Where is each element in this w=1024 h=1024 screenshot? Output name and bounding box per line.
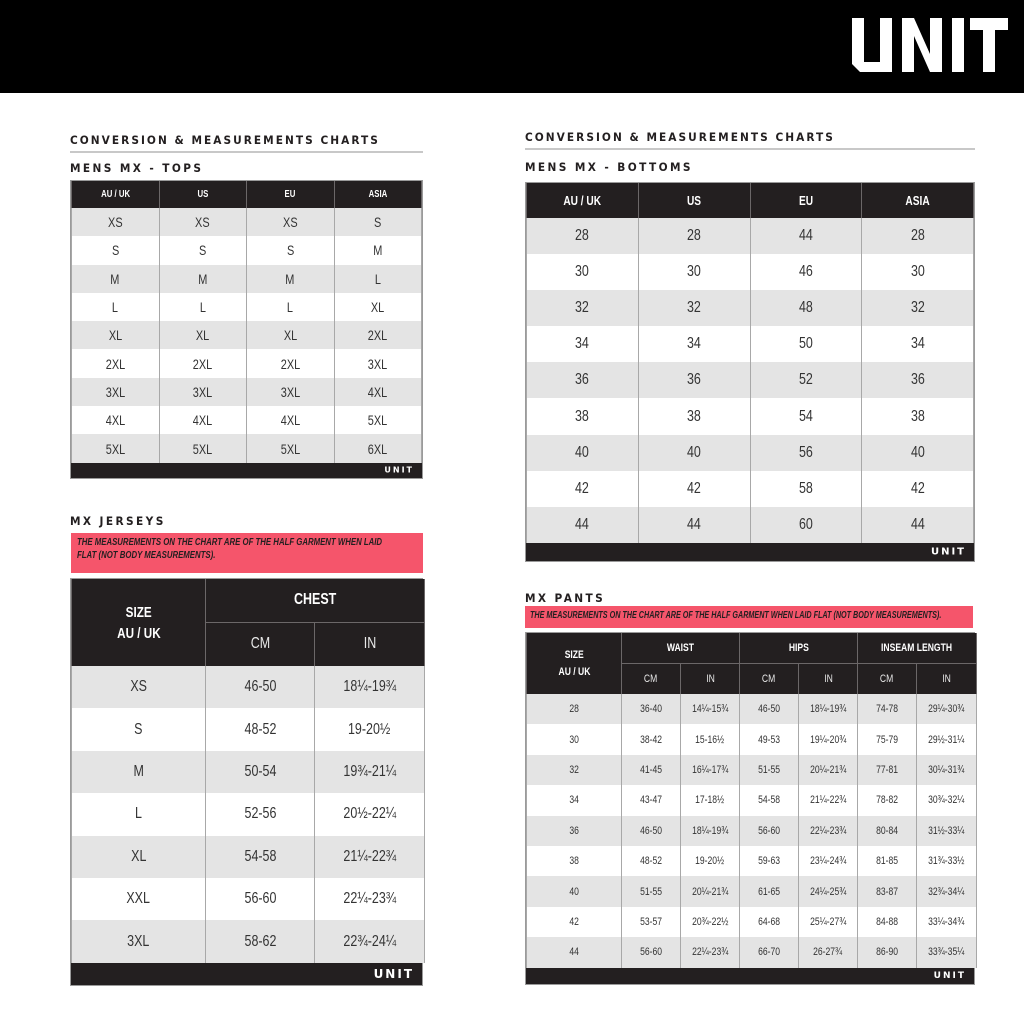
column-header: US [159, 181, 247, 208]
value-cell: 38-42 [622, 724, 681, 754]
table-row [527, 290, 974, 326]
value-cell: 48-52 [206, 708, 315, 750]
value-cell: 29¼-30¾ [917, 694, 977, 724]
unit-header-cm: CM [622, 663, 681, 694]
value-cell: 18¼-19¾ [799, 694, 858, 724]
value-cell: 2XL [159, 349, 247, 377]
table-row [527, 471, 974, 507]
value-cell: 36-40 [622, 694, 681, 724]
value-cell: 32¾-34¼ [917, 876, 977, 906]
value-cell: 31½-33¼ [917, 816, 977, 846]
value-cell: 32 [862, 290, 974, 326]
tops-table [70, 180, 423, 479]
size-cell: 42 [527, 907, 622, 937]
table-row [72, 708, 425, 750]
value-cell: 46-50 [740, 694, 799, 724]
table-header-row [72, 579, 425, 622]
value-cell: 52 [750, 362, 862, 398]
value-cell: 19¼-20¾ [799, 724, 858, 754]
value-cell: 36 [638, 362, 750, 398]
value-cell: 21¼-22¾ [799, 785, 858, 815]
value-cell: 36 [862, 362, 974, 398]
value-cell: 46 [750, 254, 862, 290]
value-cell: M [159, 265, 247, 293]
column-header: ASIA [862, 183, 974, 218]
size-cell: L [72, 293, 160, 321]
table-footer [526, 543, 974, 561]
footer-logo: UNIT [933, 970, 966, 981]
table-footer [71, 463, 422, 478]
size-cell: 30 [527, 254, 639, 290]
size-cell: 40 [527, 435, 639, 471]
value-cell: 54 [750, 398, 862, 434]
table-row [527, 816, 977, 846]
value-cell: 56 [750, 435, 862, 471]
value-cell: 61-65 [740, 876, 799, 906]
value-cell: 48-52 [622, 846, 681, 876]
value-cell: L [159, 293, 247, 321]
value-cell: 43-47 [622, 785, 681, 815]
table-footer [526, 968, 974, 984]
tops-section [70, 133, 423, 175]
value-cell: 30¼-31¾ [917, 755, 977, 785]
value-cell: L [247, 293, 335, 321]
value-cell: XL [159, 321, 247, 349]
value-cell: 56-60 [206, 878, 315, 920]
value-cell: 42 [862, 471, 974, 507]
value-cell: 60 [750, 507, 862, 543]
table-row [72, 920, 425, 962]
unit-header-in: IN [799, 663, 858, 694]
value-cell: 46-50 [206, 666, 315, 708]
group-header-chest: CHEST [206, 579, 425, 622]
group-header-hips: HIPS [740, 633, 858, 663]
divider [525, 148, 975, 150]
group-header-inseam: INSEAM LENGTH [858, 633, 977, 663]
size-cell: 2XL [72, 349, 160, 377]
unit-header-cm: CM [206, 622, 315, 666]
value-cell: 6XL [334, 434, 422, 462]
measurement-note [525, 606, 973, 628]
unit-header-cm: CM [858, 663, 917, 694]
size-cell: 28 [527, 694, 622, 724]
value-cell: 51-55 [622, 876, 681, 906]
table-title: MX JERSEYS [70, 514, 166, 528]
size-cell: 40 [527, 876, 622, 906]
value-cell: 3XL [334, 349, 422, 377]
size-cell: 3XL [72, 920, 206, 962]
value-cell: 33¼-34¾ [917, 907, 977, 937]
value-cell: 14¼-15¾ [681, 694, 740, 724]
table-row [72, 434, 422, 462]
value-cell: M [247, 265, 335, 293]
value-cell: 31¾-33½ [917, 846, 977, 876]
value-cell: 32 [638, 290, 750, 326]
value-cell: 49-53 [740, 724, 799, 754]
size-cell: 3XL [72, 378, 160, 406]
value-cell: 46-50 [622, 816, 681, 846]
value-cell: 58 [750, 471, 862, 507]
table-row [527, 362, 974, 398]
divider [70, 151, 423, 153]
value-cell: 22¾-24¼ [315, 920, 425, 962]
value-cell: 78-82 [858, 785, 917, 815]
value-cell: XS [159, 208, 247, 236]
value-cell: 4XL [247, 406, 335, 434]
value-cell: 4XL [334, 378, 422, 406]
table-row [72, 236, 422, 264]
value-cell: 83-87 [858, 876, 917, 906]
table-row [527, 724, 977, 754]
table-row [72, 208, 422, 236]
size-cell: 38 [527, 846, 622, 876]
value-cell: 56-60 [740, 816, 799, 846]
value-cell: 28 [862, 218, 974, 254]
value-cell: 56-60 [622, 937, 681, 967]
value-cell: 22¼-23¾ [315, 878, 425, 920]
table-row [527, 398, 974, 434]
table-header-row [527, 633, 977, 663]
size-cell: 34 [527, 785, 622, 815]
table-row [527, 907, 977, 937]
table-row [527, 755, 977, 785]
table-row [72, 793, 425, 835]
value-cell: 18¼-19¾ [681, 816, 740, 846]
value-cell: S [247, 236, 335, 264]
value-cell: 34 [638, 326, 750, 362]
value-cell: 41-45 [622, 755, 681, 785]
value-cell: 15-16½ [681, 724, 740, 754]
size-cell: 36 [527, 816, 622, 846]
column-header: AU / UK [72, 181, 160, 208]
value-cell: L [334, 265, 422, 293]
jerseys-section [70, 514, 423, 528]
note-text: THE MEASUREMENTS ON THE CHART ARE OF THE HALF GARMENT WHEN LAID FLAT (NOT BODY MEASUREMENTS). [530, 610, 942, 621]
value-cell: 30 [862, 254, 974, 290]
column-header: US [638, 183, 750, 218]
measurement-note [71, 533, 423, 573]
table-row [72, 293, 422, 321]
size-cell: S [72, 236, 160, 264]
unit-header-in: IN [315, 622, 425, 666]
unit-header-in: IN [917, 663, 977, 694]
value-cell: 5XL [159, 434, 247, 462]
unit-header-in: IN [681, 663, 740, 694]
jerseys-table [70, 578, 423, 986]
size-cell: 42 [527, 471, 639, 507]
value-cell: 16¼-17¾ [681, 755, 740, 785]
value-cell: 20½-22¼ [315, 793, 425, 835]
table-row [72, 321, 422, 349]
table-row [527, 254, 974, 290]
column-header: ASIA [334, 181, 422, 208]
value-cell: 50-54 [206, 751, 315, 793]
value-cell: 64-68 [740, 907, 799, 937]
table-header-row [72, 181, 422, 208]
column-header: EU [247, 181, 335, 208]
table-title: MX PANTS [525, 591, 606, 605]
value-cell: 53-57 [622, 907, 681, 937]
table-footer [71, 963, 422, 985]
value-cell: 48 [750, 290, 862, 326]
value-cell: 54-58 [740, 785, 799, 815]
value-cell: 19¾-21¼ [315, 751, 425, 793]
value-cell: S [159, 236, 247, 264]
value-cell: 30¾-32¼ [917, 785, 977, 815]
value-cell: 77-81 [858, 755, 917, 785]
table-title: MENS MX - BOTTOMS [525, 160, 693, 174]
value-cell: XL [334, 293, 422, 321]
value-cell: 28 [638, 218, 750, 254]
value-cell: 75-79 [858, 724, 917, 754]
value-cell: 50 [750, 326, 862, 362]
size-cell: S [72, 708, 206, 750]
value-cell: 20¾-22½ [681, 907, 740, 937]
column-header: AU / UK [527, 183, 639, 218]
size-cell: XL [72, 321, 160, 349]
footer-logo: UNIT [384, 465, 414, 475]
value-cell: 3XL [159, 378, 247, 406]
value-cell: 80-84 [858, 816, 917, 846]
value-cell: 86-90 [858, 937, 917, 967]
column-header: EU [750, 183, 862, 218]
note-text-line2: FLAT (NOT BODY MEASUREMENTS). [77, 549, 216, 561]
size-cell: XS [72, 666, 206, 708]
value-cell: 4XL [159, 406, 247, 434]
footer-logo: UNIT [930, 546, 966, 558]
unit-header-cm: CM [740, 663, 799, 694]
value-cell: 38 [638, 398, 750, 434]
value-cell: 40 [638, 435, 750, 471]
value-cell: XS [247, 208, 335, 236]
size-cell: 4XL [72, 406, 160, 434]
table-row [72, 378, 422, 406]
size-cell: XS [72, 208, 160, 236]
value-cell: 33¾-35¼ [917, 937, 977, 967]
value-cell: 20¼-21¾ [799, 755, 858, 785]
value-cell: 26-27¾ [799, 937, 858, 967]
value-cell: 2XL [334, 321, 422, 349]
table-row [527, 326, 974, 362]
header-bar [0, 0, 1024, 93]
table-row [527, 694, 977, 724]
value-cell: 44 [750, 218, 862, 254]
value-cell: 42 [638, 471, 750, 507]
table-row [72, 836, 425, 878]
value-cell: 19-20½ [681, 846, 740, 876]
value-cell: 29½-31¼ [917, 724, 977, 754]
size-cell: L [72, 793, 206, 835]
unit-logo-mark [850, 14, 1008, 76]
value-cell: 40 [862, 435, 974, 471]
table-row [527, 507, 974, 543]
table-row [72, 666, 425, 708]
size-cell: XXL [72, 878, 206, 920]
footer-logo: UNIT [373, 966, 414, 981]
size-cell: 30 [527, 724, 622, 754]
size-cell: 34 [527, 326, 639, 362]
bottoms-section [525, 130, 975, 174]
value-cell: 5XL [247, 434, 335, 462]
size-cell: M [72, 265, 160, 293]
value-cell: 25¼-27¾ [799, 907, 858, 937]
unit-logo [850, 14, 1008, 76]
table-row [72, 751, 425, 793]
value-cell: 44 [638, 507, 750, 543]
size-cell: 32 [527, 755, 622, 785]
table-row [72, 878, 425, 920]
value-cell: 2XL [247, 349, 335, 377]
table-row [72, 265, 422, 293]
value-cell: 81-85 [858, 846, 917, 876]
value-cell: 74-78 [858, 694, 917, 724]
value-cell: 30 [638, 254, 750, 290]
value-cell: S [334, 208, 422, 236]
value-cell: 51-55 [740, 755, 799, 785]
value-cell: 3XL [247, 378, 335, 406]
size-header: SIZE AU / UK [72, 579, 206, 666]
size-cell: 44 [527, 937, 622, 967]
note-text-line1: THE MEASUREMENTS ON THE CHART ARE OF THE HALF GARMENT WHEN LAID [77, 537, 383, 548]
table-title: MENS MX - TOPS [70, 161, 204, 175]
value-cell: 21¼-22¾ [315, 836, 425, 878]
value-cell: 18¼-19¾ [315, 666, 425, 708]
value-cell: 66-70 [740, 937, 799, 967]
value-cell: 44 [862, 507, 974, 543]
value-cell: 17-18½ [681, 785, 740, 815]
value-cell: 22¼-23¾ [799, 816, 858, 846]
value-cell: 84-88 [858, 907, 917, 937]
value-cell: 52-56 [206, 793, 315, 835]
table-row [72, 406, 422, 434]
table-row [527, 785, 977, 815]
value-cell: 38 [862, 398, 974, 434]
size-cell: XL [72, 836, 206, 878]
size-cell: 44 [527, 507, 639, 543]
size-cell: 36 [527, 362, 639, 398]
table-row [527, 937, 977, 967]
pants-section [525, 591, 975, 605]
table-row [72, 349, 422, 377]
size-header: SIZE AU / UK [527, 633, 622, 694]
value-cell: M [334, 236, 422, 264]
table-row [527, 218, 974, 254]
bottoms-table [525, 182, 975, 562]
size-cell: 38 [527, 398, 639, 434]
pants-table [525, 632, 975, 985]
section-heading: CONVERSION & MEASUREMENTS CHARTS [525, 130, 835, 144]
value-cell: 22¼-23¾ [681, 937, 740, 967]
size-cell: 28 [527, 218, 639, 254]
value-cell: XL [247, 321, 335, 349]
value-cell: 24¼-25¾ [799, 876, 858, 906]
value-cell: 20¼-21¾ [681, 876, 740, 906]
size-cell: M [72, 751, 206, 793]
value-cell: 5XL [334, 406, 422, 434]
value-cell: 54-58 [206, 836, 315, 878]
table-row [527, 876, 977, 906]
size-cell: 32 [527, 290, 639, 326]
value-cell: 19-20½ [315, 708, 425, 750]
value-cell: 23¼-24¾ [799, 846, 858, 876]
value-cell: 58-62 [206, 920, 315, 962]
value-cell: 34 [862, 326, 974, 362]
group-header-waist: WAIST [622, 633, 740, 663]
table-row [527, 846, 977, 876]
size-cell: 5XL [72, 434, 160, 462]
section-heading: CONVERSION & MEASUREMENTS CHARTS [70, 133, 380, 147]
table-row [527, 435, 974, 471]
value-cell: 59-63 [740, 846, 799, 876]
table-header-row [527, 183, 974, 218]
